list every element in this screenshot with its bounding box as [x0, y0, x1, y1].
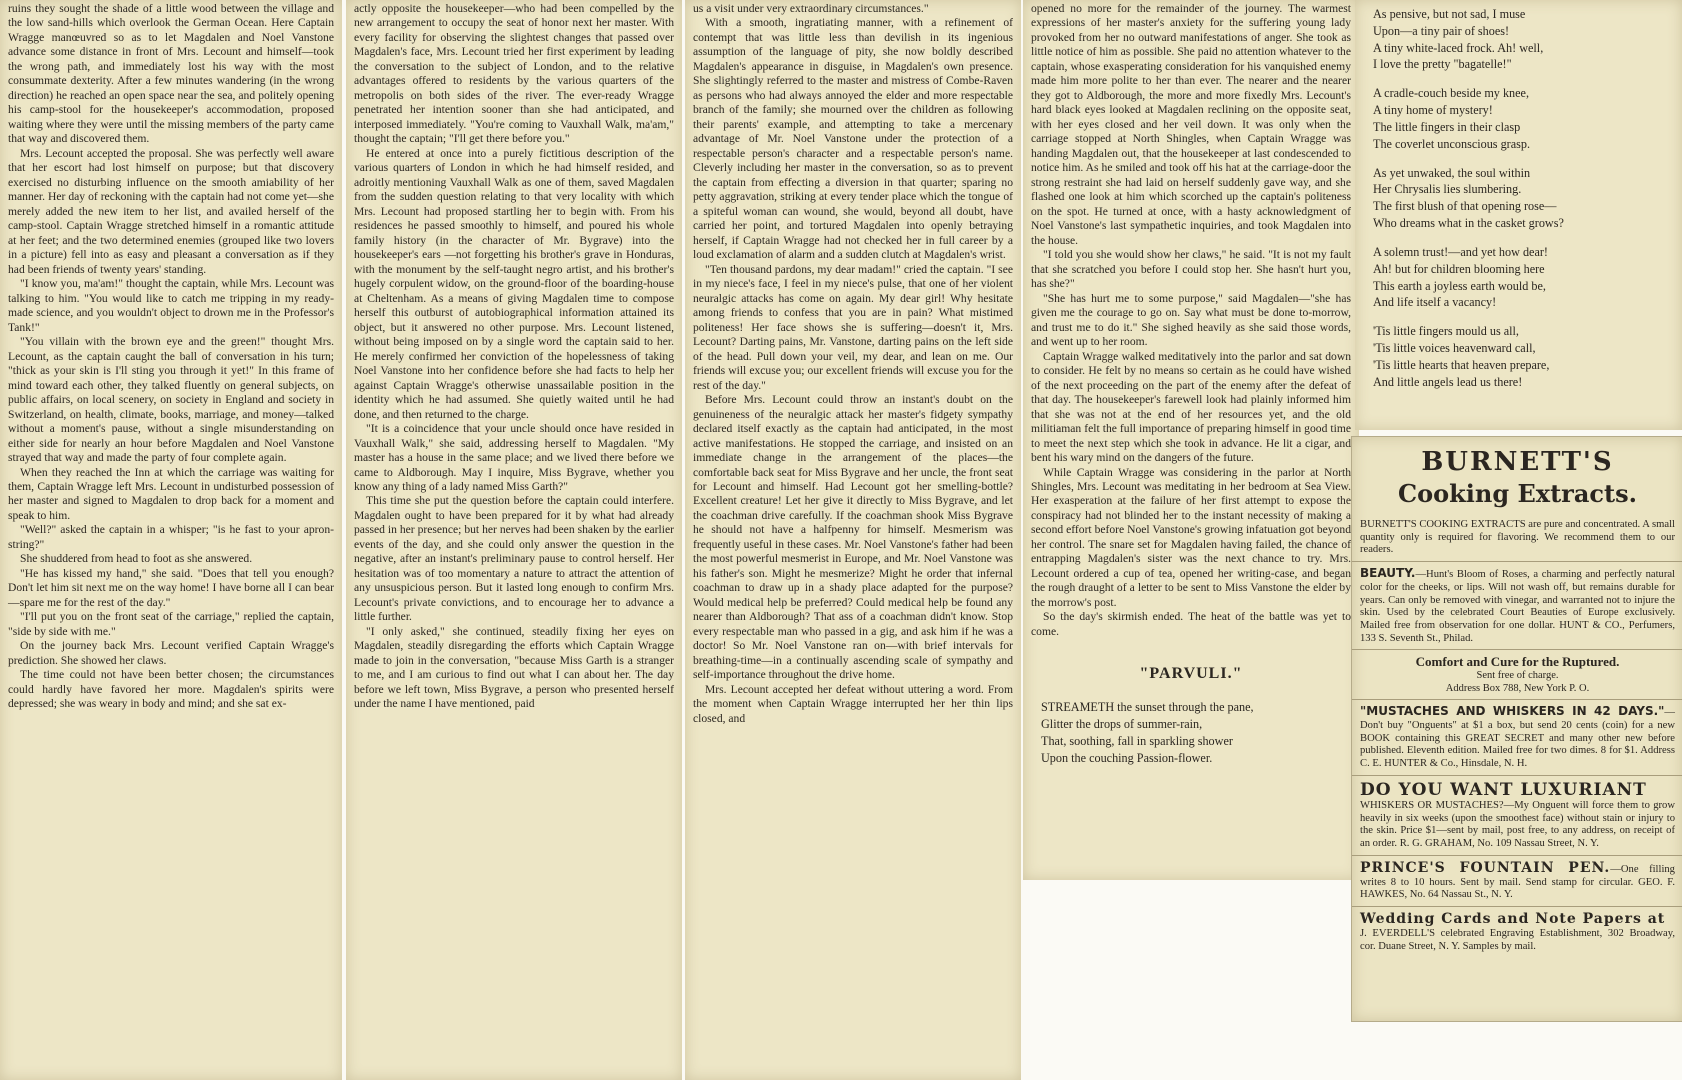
poem-stanza [1373, 6, 1672, 73]
ad-luxuriant-body: WHISKERS OR MUSTACHES?—My Onguent will force them to grow heavily in six weeks (upon the smoothest face) without stain or injury to the skin. Price $1—sent by mail, post free, to any address, on receipt of an order. R. G. GRAHAM, No. 109 Nassau Street, N. Y. [1360, 800, 1675, 850]
ad-burnett-body: BURNETT'S COOKING EXTRACTS are pure and concentrated. A small quantity only is required for flavoring. We recommend them to our readers. [1360, 518, 1675, 556]
paragraph: "It is a coincidence that your uncle should once have resided in Vauxhall Walk," she said, addressing herself to Magdalen. "My master has a house in the same place; and we lived there before we came to Aldborough. May I inquire, Miss Bygrave, whether you know any thing of a lady named Miss Garth?" [354, 422, 674, 493]
poem-column [1355, 0, 1682, 430]
poem-line: And little angels lead us there! [1373, 374, 1523, 389]
poem-stanza [1373, 165, 1672, 232]
poem-line: The little fingers in their clasp [1373, 119, 1521, 134]
paragraph: He entered at once into a purely fictitious description of the various quarters of London in which he had himself resided, and adroitly mentioning Vauxhall Walk as one of them, saved Magdalen from the sudden question relating to that very locality with which Mrs. Lecount had proposed startling her to begin with. From his residences he passed smoothly to himself, and poured his whole family history (in the character of Mr. Bygrave) into the housekeeper's ears —not forgetting his brother's grave in Honduras, with the monument by the self-taught negro artist, and his brother's hugely corpulent widow, on the ground-floor of the boarding-house at Cheltenham. As a means of giving Magdalen time to compose herself this outburst of autobiographical information attained its object, but it answered no other purpose. Mrs. Lecount listened, without being imposed on by a single word the captain said to her. He merely confirmed her conviction of the hopelessness of taking Noel Vanstone into her confidence before she had facts to help her against Captain Wragge's otherwise unassailable position in the identity which he had assumed. She quietly waited until he had done, and then returned to the charge. [354, 146, 674, 421]
poem-line: And life itself a vacancy! [1373, 295, 1497, 310]
paragraph: "Well?" asked the captain in a whisper; "is he fast to your apron-string?" [8, 523, 334, 551]
ad-rupture-sub2: Address Box 788, New York P. O. [1445, 682, 1590, 694]
ad-rupture [1352, 650, 1682, 700]
ad-mustaches-head: "MUSTACHES AND WHISKERS IN 42 DAYS." [1360, 704, 1665, 719]
ad-wedding-head: Wedding Cards and Note Papers at [1360, 911, 1666, 928]
poem-line: 'Tis little voices heavenward call, [1373, 341, 1536, 356]
poem-line: I love the pretty "bagatelle!" [1373, 57, 1512, 72]
poem-line: This earth a joyless earth would be, [1373, 278, 1546, 293]
poem-line: Who dreams what in the casket grows? [1373, 216, 1564, 231]
ad-pen-head: PRINCE'S FOUNTAIN PEN. [1360, 859, 1611, 876]
paragraph: Before Mrs. Lecount could throw an instant's doubt on the genuineness of the neuralgic attack her master's fidgety sympathy declared itself exactly as the captain had anticipated, in the most active manifestations. He stopped the carriage, and insisted on an immediate change in the arrangement of the places—the comfortable back seat for Miss Bygrave and her uncle, the front seat for Lecount and himself. Had Lecount got her smelling-bottle? Excellent creature! Let her give it directly to Miss Bygrave, and let the coachman drive carefully. If the coachman shook Miss Bygrave he should not have a halfpenny for himself. Mesmerism was frequently useful in these cases. Mr. Noel Vanstone's father had been the most powerful mesmerist in Europe, and Mr. Noel Vanstone was his father's son. Might he mesmerize? Might he order that infernal coachman to draw up in a shady place adapted for the purpose? Would medical help be preferred? Could medical help be found any nearer than Aldborough? That ass of a coachman didn't know. Stop every respectable man who passed in a gig, and ask him if he was a doctor! So Mr. Noel Vanstone ran on—with brief intervals for breathing-time—in a continually ascending scale of sympathy and self-importance throughout the drive home. [693, 393, 1013, 682]
poem-part-2 [1355, 0, 1682, 391]
paragraph: Mrs. Lecount accepted her defeat without uttering a word. From the moment when Captain Wragge interrupted her her thin lips closed, and [693, 682, 1013, 725]
paragraph: So the day's skirmish ended. The heat of the battle was yet to come. [1031, 610, 1351, 638]
paragraph: "I'll put you on the front seat of the carriage," replied the captain, "side by side with me." [8, 610, 334, 638]
story-column-1 [0, 0, 342, 1080]
paragraph: Mrs. Lecount accepted the proposal. She was perfectly well aware that her escort had lost himself on purpose; but that discovery exercised no disturbing influence on the smooth amiability of her manner. Her day of reckoning with the captain had not come yet—she merely added the new item to her list, and availed herself of the camp-stool. Captain Wragge stretched himself in a romantic attitude at her feet; and the two determined enemies (grouped like two lovers in a picture) fell into as easy and pleasant a conversation as if they had been friends of twenty years' standing. [8, 146, 334, 276]
poem-line: A solemn trust!—and yet how dear! [1373, 244, 1548, 259]
poem-line: 'Tis little fingers mould us all, [1373, 324, 1519, 339]
poem-line: The first blush of that opening rose— [1373, 199, 1557, 214]
paragraph: She shuddered from head to foot as she answered. [20, 552, 253, 566]
story-column-4 [1023, 0, 1359, 880]
poem-line: STREAMETH the sunset through the pane, [1041, 700, 1254, 715]
paragraph: opened no more for the remainder of the journey. The warmest expressions of her master's anxiety for the suffering young lady provoked from her no outward manifestations of anger. She took as little notice of him as possible. She paid no attention whatever to the captain, whose exasperating consideration for his vanquished enemy made him more polite to her than ever. The nearer and the nearer they got to Aldborough, the more and more fixedly Mrs. Lecount's hard black eyes looked at Magdalen reclining on the opposite seat, with her eyes closed and her veil down. It was only when the carriage stopped at North Shingles, when Captain Wragge was handing Magdalen out, that the housekeeper at last condescended to notice him. As he smiled and took off his hat at the carriage-door the strong restraint she had laid on herself suddenly gave way, and she flashed one look at him which scorched up the captain's politeness on the spot. He turned at once, with a hasty acknowledgment of Noel Vanstone's last sympathetic inquiries, and took Magdalen into the house. [1031, 2, 1351, 247]
column-text [0, 0, 342, 712]
poem-part-1 [1023, 699, 1359, 766]
paragraph: "I know you, ma'am!" thought the captain, while Mrs. Lecount was talking to him. "You would like to catch me tripping in my ready-made science, and you wouldn't object to drown me in the Professor's Tank!" [8, 277, 334, 334]
advertisement-column [1351, 436, 1682, 1022]
ad-luxuriant-head: DO YOU WANT LUXURIANT [1360, 779, 1647, 800]
story-column-2 [346, 0, 682, 1080]
paragraph: us a visit under very extraordinary circumstances." [693, 2, 929, 15]
poem-line: As yet unwaked, the soul within [1373, 165, 1531, 180]
poem-line: A tiny home of mystery! [1373, 103, 1493, 118]
poem-line: 'Tis little hearts that heaven prepare, [1373, 357, 1550, 372]
paragraph: The time could not have been better chosen; the circumstances could hardly have favored her more. Magdalen's spirits were depressed; she was weary in body and mind; and she sat ex- [8, 668, 334, 711]
ad-burnett-subtitle: Cooking Extracts. [1398, 479, 1637, 509]
paragraph: actly opposite the housekeeper—who had been compelled by the new arrangement to occupy the seat of honor next her master. With every facility for observing the slightest changes that passed over Magdalen's face, Mrs. Lecount tried her first experiment by leading the conversation to the subject of London, and to the relative advantages offered to residents by the various quarters of the metropolis on both sides of the river. The ever-ready Wragge penetrated her intention sooner than she had anticipated, and interposed immediately. "You're coming to Vauxhall Walk, ma'am," thought the captain; "I'll get there before you." [354, 2, 674, 146]
paragraph: "You villain with the brown eye and the green!" thought Mrs. Lecount, as the captain caught the ball of conversation in his turn; "thick as your skin is I'll sting you through it yet!" In this frame of mind toward each other, they talked fluently on general subjects, on public affairs, on local scenery, on society in England and society in Switzerland, on health, climate, books, marriage, and money—talked without a moment's pause, without a single misunderstanding on either side for nearly an hour before Magdalen and Noel Vanstone strayed that way and made the party of four complete again. [8, 335, 334, 465]
ad-beauty-body: —Hunt's Bloom of Roses, a charming and perfectly natural color for the cheeks, or lips. Will not wash off, but remains durable for years. Can only be removed with vinegar, and warranted not to injure the skin. Used by the celebrated Court Beauties of Europe exclusively. Mailed free from observation for one dollar. HUNT & CO., Perfumers, 133 S. Seventh St., Philad. [1360, 569, 1675, 644]
ad-mustaches [1352, 700, 1682, 776]
poem-line: Her Chrysalis lies slumbering. [1373, 182, 1522, 197]
ad-burnett [1352, 437, 1682, 562]
poem-title: "PARVULI." [1139, 665, 1243, 683]
poem-line: Ah! but for children blooming here [1373, 261, 1545, 276]
poem-line: A cradle-couch beside my knee, [1373, 86, 1530, 101]
paragraph: Captain Wragge walked meditatively into the parlor and sat down to consider. He felt by no means so certain as he could have wished of the next proceeding on the part of the enemy after the defeat of that day. The housekeeper's farewell look had plainly informed him that she was not at the end of her resources yet, and the old militiaman felt the full importance of preparing himself in good time to meet the next step which she took in advance. He lit a cigar, and bent his wary mind on the dangers of the future. [1031, 349, 1351, 465]
poem-stanza [1373, 323, 1672, 390]
ad-rupture-sub1: Sent free of charge. [1476, 669, 1559, 681]
ad-wedding-cards [1352, 907, 1682, 957]
ad-burnett-title: BURNETT'S [1421, 447, 1614, 477]
poem-line: Upon—a tiny pair of shoes! [1373, 23, 1510, 38]
paragraph: "He has kissed my hand," she said. "Does that tell you enough? Don't let him sit next me on the way home! I have borne all I can bear—spare me for the rest of the day." [8, 566, 334, 609]
paragraph: "I told you she would show her claws," he said. "It is not my fault that she scratched you before I could stop her. She hasn't hurt you, has she?" [1031, 248, 1351, 291]
paragraph: "Ten thousand pardons, my dear madam!" cried the captain. "I see in my niece's face, I feel in my niece's pulse, that one of her violent neuralgic attacks has come on again. My dear girl! Why hesitate among friends to confess that you are in pain? What mistimed politeness! Her face shows she is suffering—doesn't it, Mrs. Lecount? Darting pains, Mr. Vanstone, darting pains on the left side of the head. Pull down your veil, my dear, and lean on me. Our friends will excuse you; our excellent friends will excuse you for the rest of the day." [693, 262, 1013, 392]
poem-line: A tiny white-laced frock. Ah! well, [1373, 40, 1544, 55]
column-text [1023, 0, 1359, 639]
paragraph: With a smooth, ingratiating manner, with a refinement of contempt that was little less than devilish in its ingenious assumption of the language of pity, she now boldly described Magdalen's appearance in disguise, in Magdalen's own presence. She slightingly referred to the master and mistress of Combe-Raven as persons who had always annoyed the elder and more respectable branch of the family; she mourned over the children as following their parents' example, and attempting to take a mercenary advantage of Mr. Noel Vanstone under the protection of a respectable person's character and a respectable person's name. Cleverly including her master in the conversation, so as to prevent the captain from effecting a diversion in that quarter; sparing no petty aggravation, striking at every tender place which the tongue of a spiteful woman can wound, she would, beyond all doubt, have carried her point, and tortured Magdalen into openly betraying herself, if Captain Wragge had not checked her in full career by a loud exclamation of alarm and a sudden clutch at Magdalen's wrist. [693, 16, 1013, 262]
poem-line: As pensive, but not sad, I muse [1373, 7, 1526, 21]
ad-beauty [1352, 562, 1682, 650]
poem-line: Glitter the drops of summer-rain, [1041, 717, 1203, 732]
paragraph: "I only asked," she continued, steadily fixing her eyes on Magdalen, steadily disregarding the efforts which Captain Wragge made to join in the conversation, "because Miss Garth is a stranger to me, and I am curious to find out what I can about her. The day before we left town, Miss Bygrave, a person who presented herself under the name I have mentioned, paid [354, 624, 674, 711]
paragraph: On the journey back Mrs. Lecount verified Captain Wragge's prediction. She showed her claws. [8, 639, 334, 667]
poem-line: Upon the couching Passion-flower. [1041, 750, 1213, 765]
story-column-3 [685, 0, 1021, 1080]
paragraph: When they reached the Inn at which the carriage was waiting for them, Captain Wragge left Mrs. Lecount in undisturbed possession of her master and signed to Magdalen to drop back for a moment and speak to him. [8, 465, 334, 522]
poem-stanza [1373, 244, 1672, 311]
ad-mustaches-body: —Don't buy "Onguents" at $1 a box, but send 20 cents (coin) for a new BOOK containing this GREAT SECRET and many other new before published. Eleventh edition. Mailed free for two dimes. 8 for $1. Address C. E. HUNTER & Co., Hinsdale, N. H. [1360, 707, 1675, 769]
paragraph: ruins they sought the shade of a little wood between the village and the low sand-hills which overlook the German Ocean. Here Captain Wragge manœuvred so as to let Magdalen and Noel Vanstone advance some distance in front of Mrs. Lecount and himself—took the wrong path, and immediately lost his way with the most consummate dexterity. After a few minutes wandering (in the wrong direction) he reached an open space near the sea, and politely opening his camp-stool for the housekeeper's accommodation, proposed waiting where they were until the missing members of the party came that way and discovered them. [8, 2, 334, 146]
ad-luxuriant [1352, 776, 1682, 856]
paragraph: While Captain Wragge was considering in the parlor at North Shingles, Mrs. Lecount was meditating in her bedroom at Sea View. Her exasperation at the failure of her first attempt to expose the conspiracy had not blinded her to the instant necessity of making a second effort before Noel Vanstone's growing infatuation got beyond her control. The snare set for Magdalen having failed, the chance of entrapping Magdalen's sister was the next chance to try. Mrs. Lecount ordered a cup of tea, opened her writing-case, and began the rough draught of a letter to be sent to Miss Vanstone the elder by the morrow's post. [1031, 465, 1351, 609]
column-text [685, 0, 1021, 726]
ad-fountain-pen [1352, 856, 1682, 907]
poem-line: That, soothing, fall in sparkling shower [1041, 733, 1233, 748]
poem-stanza [1041, 699, 1349, 766]
poem-line: The coverlet unconscious grasp. [1373, 136, 1531, 151]
ad-rupture-head: Comfort and Cure for the Ruptured. [1415, 654, 1620, 670]
paragraph: "She has hurt me to some purpose," said Magdalen—"she has given me the courage to go on. Say what must be done to-morrow, and trust me to do it." She sighed heavily as she said those words, and went up to her room. [1031, 291, 1351, 349]
poem-stanza [1373, 85, 1672, 152]
ad-pen-body: —One filling writes 8 to 10 hours. Sent by mail. Send stamp for circular. GEO. F. HAWKES, No. 64 Nassau St., N. Y. [1360, 863, 1675, 901]
paragraph: This time she put the question before the captain could interfere. Magdalen ought to have been prepared for it by what had already passed in her presence; but her nerves had been shaken by the earlier events of the day, and she could only answer the question in the negative, after an instant's preliminary pause to control herself. Her hesitation was of too momentary a nature to attract the attention of any unsuspicious person. But it lasted long enough to confirm Mrs. Lecount's private convictions, and to encourage her to advance a little further. [354, 494, 674, 624]
column-text [346, 0, 682, 712]
ad-wedding-body: J. EVERDELL'S celebrated Engraving Establishment, 302 Broadway, cor. Duane Street, N. Y. Samples by mail. [1360, 927, 1675, 952]
ad-beauty-head: BEAUTY. [1360, 566, 1416, 581]
